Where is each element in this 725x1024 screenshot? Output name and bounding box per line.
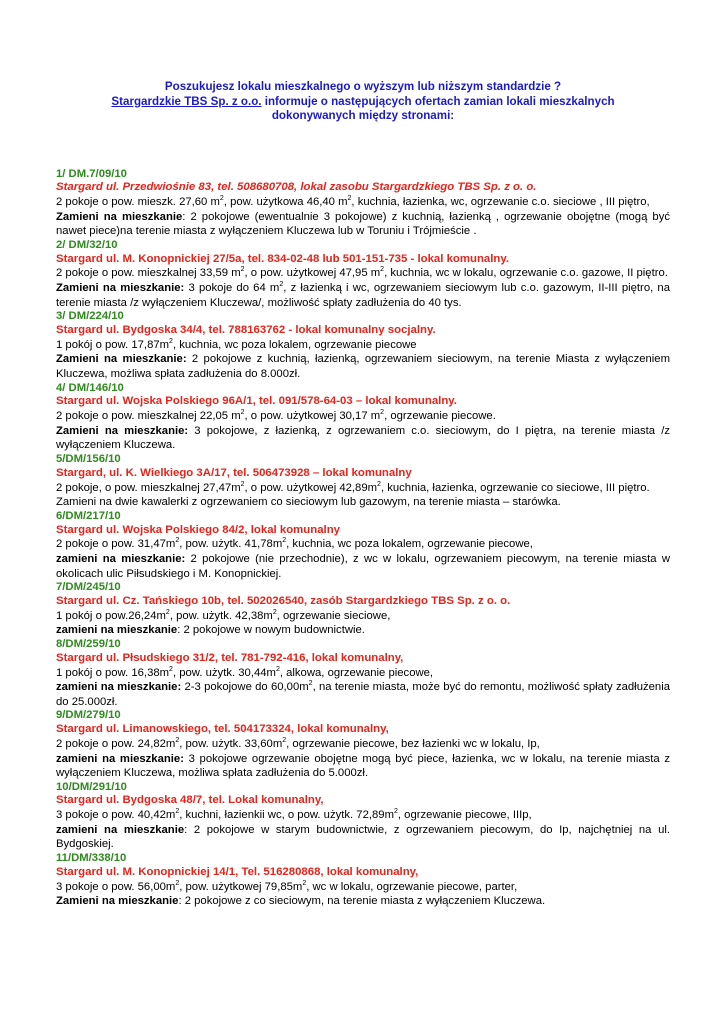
listing-item — [56, 781, 670, 852]
description-part: 2 pokoje o pow. mieszkalnej 33,59 m — [56, 267, 241, 280]
company-link[interactable]: Stargardzkie TBS Sp. z o.o. — [111, 94, 262, 108]
superscript-2: 2 — [347, 195, 352, 203]
listing-address: Stargard ul. Płsudskiego 31/2, tel. 781-792-416, lokal komunalny, — [56, 651, 404, 664]
listing-exchange — [56, 894, 670, 909]
listing-description — [56, 195, 670, 210]
listing-description — [56, 609, 670, 624]
exchange-text: Zamieni na dwie kawalerki z ogrzewaniem co sieciowym lub gazowym, na terenie miasta – starówka. — [56, 496, 561, 509]
listing-code: 3/ DM/224/10 — [56, 310, 124, 323]
exchange-label: zamieni na mieszkanie: — [56, 752, 184, 765]
superscript-2: 2 — [169, 337, 173, 345]
listing-item — [56, 581, 670, 638]
listing-code: 1/ DM.7/09/10 — [56, 167, 127, 180]
listing-address: Stargard ul. M. Konopnickiej 27/5a, tel. 834-02-48 lub 501-151-735 - lokal komunalny. — [56, 252, 510, 265]
exchange-text: 3 pokojowe ogrzewanie obojętne mogą być piece, łazienka, wc w lokalu, na terenie miasta z wyłączeniem Kluczewa, możliwa spłata zadłużenia do 5.000zł. — [56, 752, 670, 780]
description-part: , o pow. użytkowej 30,17 m — [244, 410, 381, 423]
listing-code: 2/ DM/32/10 — [56, 238, 118, 251]
listing-description — [56, 338, 670, 353]
listing-item — [56, 310, 670, 381]
description-part: , kuchnia, łazienka, wc, ogrzewanie c.o. sieciowe , III piętro, — [351, 196, 650, 209]
exchange-text: 3 pokojowe, z łazienką, z ogrzewaniem c.o. sieciowym, do I piętra, na terenie miasta /z wyłączeniem Kluczewa. — [56, 424, 670, 452]
listings — [56, 168, 670, 909]
document-page — [56, 80, 670, 909]
header-line-2-rest: informuje o następujących ofertach zamian lokali mieszkalnych — [261, 94, 615, 108]
superscript-2: 2 — [240, 480, 245, 488]
listing-exchange — [56, 495, 670, 510]
listing-description — [56, 880, 670, 895]
description-part: , wc w lokalu, ogrzewanie piecowe, parter, — [306, 880, 518, 893]
description-part: , kuchnia, wc poza lokalem, ogrzewanie piecowe — [172, 338, 417, 351]
description-part: , ogrzewanie piecowe. — [384, 410, 496, 423]
superscript-2: 2 — [175, 736, 180, 744]
description-part: , pow. użytk. 41,78m — [179, 538, 283, 551]
superscript-2: 2 — [165, 608, 170, 616]
exchange-label: zamieni na mieszkanie — [56, 823, 185, 836]
description-part: , kuchnia, wc poza lokalem, ogrzewanie piecowe, — [286, 538, 533, 551]
description-part: 3 pokoje o pow. 40,42m — [56, 809, 176, 822]
listing-description — [56, 409, 670, 424]
listing-item — [56, 852, 670, 909]
listing-exchange — [56, 552, 670, 581]
listing-code: 6/DM/217/10 — [56, 509, 121, 522]
exchange-text: 3 pokoje do 64 m — [184, 282, 280, 295]
listing-item — [56, 638, 670, 709]
exchange-label: Zamieni na mieszkanie: — [56, 424, 189, 437]
description-part: , kuchnia, wc w lokalu, ogrzewanie c.o. gazowe, II piętro. — [384, 267, 668, 280]
description-part: 2 pokoje o pow. 31,47m — [56, 538, 176, 551]
superscript-2: 2 — [240, 409, 245, 417]
description-part: 1 pokój o pow. 16,38m — [56, 666, 170, 679]
listing-exchange — [56, 823, 670, 852]
superscript-2: 2 — [377, 480, 381, 488]
listing-exchange — [56, 281, 670, 310]
superscript-2: 2 — [282, 537, 287, 545]
listing-exchange — [56, 623, 670, 638]
superscript-2: 2 — [282, 736, 287, 744]
listing-code: 9/DM/279/10 — [56, 709, 121, 722]
exchange-label: zamieni na mieszkanie: — [56, 681, 182, 694]
description-part: , o pow. użytkowej 42,89m — [244, 481, 378, 494]
superscript-2: 2 — [175, 879, 180, 887]
exchange-text: : 2 pokojowe (ewentualnie 3 pokojowe) z kuchnią, łazienką , ogrzewanie obojętne (mogą być nawet piece)na terenie miasta z wyłączeniem Kluczewa lub w Toruniu i Trójmieście . — [56, 210, 671, 238]
listing-address: Stargard ul. Bydgoska 34/4, tel. 788163762 - lokal komunalny socjalny. — [56, 324, 436, 337]
listing-exchange — [56, 210, 670, 239]
description-part: , o pow. użytkowej 47,95 m — [244, 267, 381, 280]
listing-address: Stargard ul. Przedwiośnie 83, tel. 508680708, lokal zasobu Stargardzkiego TBS Sp. z o. o. — [56, 181, 537, 194]
description-part: , pow. użytk. 33,60m — [179, 737, 283, 750]
listing-item — [56, 382, 670, 453]
superscript-2: 2 — [302, 879, 307, 887]
superscript-2: 2 — [394, 808, 398, 816]
listing-description — [56, 737, 670, 752]
description-part: 1 pokój o pow. 17,87m — [56, 338, 170, 351]
header-line-2 — [56, 95, 670, 110]
exchange-label: zamieni na mieszkanie — [56, 624, 178, 637]
description-part: , pow. użytk. 30,44m — [172, 666, 276, 679]
listing-exchange — [56, 424, 670, 453]
listing-item — [56, 510, 670, 581]
listing-code: 7/DM/245/10 — [56, 581, 121, 594]
exchange-label: zamieni na mieszkanie: — [56, 552, 186, 565]
exchange-text: 2-3 pokojowe do 60,00m — [181, 681, 309, 694]
description-part: , ogrzewanie sieciowe, — [276, 609, 391, 622]
exchange-label: Zamieni na mieszkanie — [56, 210, 183, 223]
description-part: 1 pokój o pow.26,24m — [56, 609, 166, 622]
listing-code: 5/DM/156/10 — [56, 453, 121, 465]
superscript-2: 2 — [175, 808, 180, 816]
description-part: 2 pokoje, o pow. mieszkalnej 27,47m — [56, 481, 241, 494]
exchange-text: : 2 pokojowe z co sieciowym, na terenie miasta z wyłączeniem Kluczewa. — [178, 895, 546, 908]
listing-item — [56, 168, 670, 239]
description-part: , pow. użytkowa 46,40 m — [223, 196, 348, 209]
listing-description — [56, 666, 670, 681]
superscript-2: 2 — [308, 680, 313, 688]
description-part: , ogrzewanie piecowe, bez łazienki wc w lokalu, Ip, — [286, 737, 540, 750]
listing-code: 10/DM/291/10 — [56, 780, 127, 793]
description-part: , kuchnia, łazienka, ogrzewanie co sieciowe, III piętro. — [380, 481, 650, 494]
description-part: 2 pokoje o pow. mieszk. 27,60 m — [56, 196, 220, 209]
description-part: 3 pokoje o pow. 56,00m — [56, 880, 176, 893]
superscript-2: 2 — [175, 537, 180, 545]
listing-address: Stargard ul. Wojska Polskiego 96A/1, tel. 091/578-64-03 – lokal komunalny. — [56, 395, 457, 408]
listing-description — [56, 808, 670, 823]
superscript-2: 2 — [169, 665, 173, 673]
listing-exchange — [56, 752, 670, 781]
listing-description — [56, 481, 670, 496]
superscript-2: 2 — [219, 195, 224, 203]
header-line-3: dokonywanych między stronami: — [271, 109, 455, 122]
description-part: , pow. użytk. 42,38m — [169, 609, 273, 622]
superscript-2: 2 — [272, 608, 277, 616]
description-part: , pow. użytkowej 79,85m — [179, 880, 303, 893]
listing-description — [56, 537, 670, 552]
listing-address: Stargard ul. Limanowskiego, tel. 504173324, lokal komunalny, — [56, 723, 389, 736]
superscript-2: 2 — [279, 281, 284, 289]
listing-description — [56, 266, 670, 281]
exchange-text: , na terenie miasta, może być do remontu, możliwość spłaty zadłużenia do 25.000zł. — [56, 681, 670, 708]
listing-code: 8/DM/259/10 — [56, 637, 121, 650]
exchange-label: Zamieni na mieszkanie — [56, 895, 179, 908]
listing-item — [56, 239, 670, 310]
description-part: , ogrzewanie piecowe, IIIp, — [397, 809, 532, 822]
superscript-2: 2 — [380, 409, 385, 417]
superscript-2: 2 — [240, 266, 245, 274]
listing-address: Stargard ul. Wojska Polskiego 84/2, lokal komunalny — [56, 523, 341, 536]
listing-address: Stargard ul. Bydgoska 48/7, tel. Lokal komunalny, — [56, 794, 324, 807]
description-part: , alkowa, ogrzewanie piecowe, — [279, 666, 434, 679]
listing-code: 11/DM/338/10 — [56, 852, 127, 865]
superscript-2: 2 — [275, 665, 280, 673]
superscript-2: 2 — [380, 266, 385, 274]
header-line-1: Poszukujesz lokalu mieszkalnego o wyższym lub niższym standardzie ? — [164, 80, 562, 93]
exchange-text: : 2 pokojowe w nowym budownictwie. — [177, 624, 365, 637]
exchange-label: Zamieni na mieszkanie: — [56, 353, 187, 366]
exchange-text: 2 pokojowe z kuchnią, łazienką, ogrzewaniem sieciowym, na terenie Miasta z wyłączeniem Kluczewa, możliwa spłata zadłużenia do 8.000zł. — [56, 353, 671, 381]
listing-exchange — [56, 352, 670, 381]
exchange-text: : 2 pokojowe w starym budownictwie, z ogrzewaniem piecowym, do Ip, najchętniej na ul. Bydgoskiej. — [56, 823, 670, 851]
header — [56, 80, 670, 124]
listing-address: Stargard ul. Cz. Tańskiego 10b, tel. 502026540, zasób Stargardzkiego TBS Sp. z o. o. — [56, 594, 511, 607]
exchange-text: , z łazienką i wc, ogrzewaniem sieciowym lub c.o. gazowym, II-III piętro, na terenie miasta /z wyłączeniem Kluczewa/, możliwość spłaty zadłużenia do 40 tys. — [56, 282, 670, 309]
description-part: 2 pokoje o pow. 24,82m — [56, 737, 176, 750]
listing-item — [56, 709, 670, 780]
exchange-label: Zamieni na mieszkanie: — [56, 282, 185, 295]
listing-exchange — [56, 680, 670, 709]
description-part: 2 pokoje o pow. mieszkalnej 22,05 m — [56, 410, 241, 423]
description-part: , kuchni, łazienkii wc, o pow. użytk. 72,89m — [179, 809, 394, 822]
listing-address: Stargard, ul. K. Wielkiego 3A/17, tel. 506473928 – lokal komunalny — [56, 466, 412, 479]
listing-item — [56, 453, 670, 510]
listing-address: Stargard ul. M. Konopnickiej 14/1, Tel. 516280868, lokal komunalny, — [56, 865, 419, 878]
listing-code: 4/ DM/146/10 — [56, 381, 124, 394]
exchange-text: 2 pokojowe (nie przechodnie), z wc w lokalu, ogrzewaniem piecowym, na terenie miasta w okolicach ulic Piłsudskiego i M. Konopnickiej. — [56, 552, 670, 580]
